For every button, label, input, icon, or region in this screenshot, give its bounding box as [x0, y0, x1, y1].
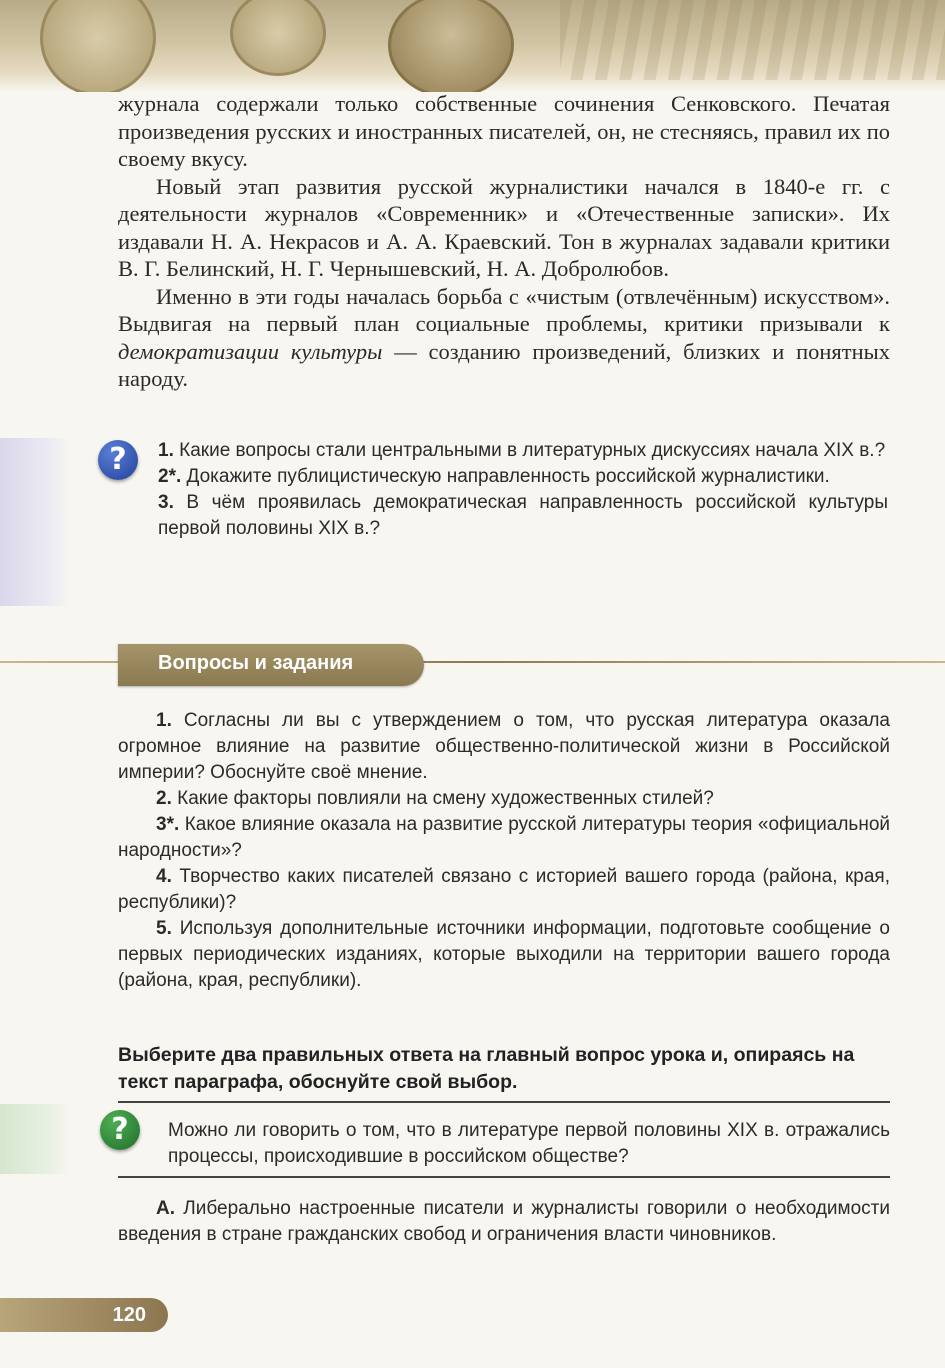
paragraph-1: журнала содержали только собственные сочинения Сенковского. Печатая произведения русских и иностранных писателей, он, не стесняясь, правил их по своему вкусу. [118, 91, 890, 171]
portrait-medallion [388, 0, 514, 92]
section-title: Вопросы и задания [158, 652, 354, 674]
task-item: 1. Согласны ли вы с утверждением о том, что русская литература оказала огромное влияние на развитие общественно-политической жизни в Российской империи? Обоснуйте своё мнение. [118, 710, 890, 783]
rule-top [118, 1101, 890, 1103]
paragraph-3: Именно в эти годы началась борьба с «чистым (отвлечённым) искусством». Выдвигая на первый план социальные проблемы, критики призывали к демократизации культуры — созданию произведений, близких и понятных народу. [118, 283, 890, 391]
margin-tab-review [0, 438, 70, 606]
question-icon: ? [98, 440, 138, 480]
body-text [118, 90, 890, 393]
task-list [118, 708, 890, 994]
header-illustration [0, 0, 945, 92]
review-question-1: 1. Какие вопросы стали центральными в литературных дискуссиях начала XIX в.? [158, 440, 886, 461]
paragraph-2: Новый этап развития русской журналистики начался в 1840-е гг. с деятельности журналов «Современник» и «Отечественные записки». Их издавали Н. А. Некрасов и А. А. Краевский. Тон в журналах задавали критики В. Г. Белинский, Н. Г. Чернышевский, Н. А. Добролюбов. [118, 173, 890, 281]
main-task-instruction: Выберите два правильных ответа на главный вопрос урока и, опираясь на текст параграфа, обоснуйте свой выбор. [118, 1044, 855, 1093]
task-item: 4. Творчество каких писателей связано с историей вашего города (района, края, республики)? [118, 866, 891, 913]
emphasis-term: демократизации культуры [118, 338, 383, 364]
header-ornament [560, 0, 945, 80]
task-item: 2. Какие факторы повлияли на смену художественных стилей? [156, 788, 714, 809]
task-item: 3*. Какое влияние оказала на развитие русской литературы теория «официальной народности»? [118, 814, 890, 861]
section-header [118, 644, 424, 686]
question-icon: ? [100, 1110, 140, 1150]
coin-medallion-left [40, 0, 156, 92]
rule-bottom [118, 1176, 890, 1178]
review-question-3: 3. В чём проявилась демократическая направленность российской культуры первой половины XIX в.? [158, 492, 889, 539]
page-number-tab [0, 1298, 168, 1332]
answer-a: А. Либерально настроенные писатели и журналисты говорили о необходимости введения в стране гражданских свобод и ограничения власти чиновников. [118, 1198, 890, 1245]
margin-tab-main-question [0, 1104, 70, 1174]
coin-medallion-mid [230, 0, 326, 76]
task-item: 5. Используя дополнительные источники информации, подготовьте сообщение о первых периодических изданиях, которые выходили на территории вашего города (района, края, республики). [118, 918, 890, 991]
main-question: Можно ли говорить о том, что в литературе первой половины XIX в. отражались процессы, происходившие в российском обществе? [168, 1120, 890, 1167]
review-questions [158, 438, 888, 542]
review-question-2: 2*. Докажите публицистическую направленность российской журналистики. [158, 466, 830, 487]
page-number: 120 [112, 1304, 146, 1326]
